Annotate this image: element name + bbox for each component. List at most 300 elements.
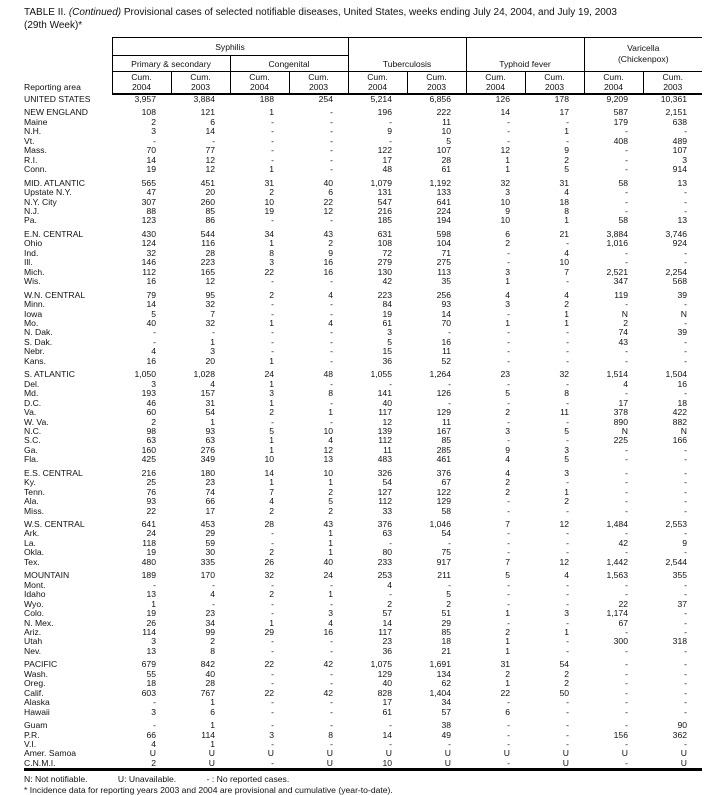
table-cell: 882	[672, 416, 688, 427]
table-cell: 178	[554, 94, 569, 104]
table-cell: -	[507, 247, 510, 258]
table-cell: -	[389, 135, 392, 146]
table-row	[24, 698, 702, 707]
table-cell: 57	[441, 706, 451, 717]
footnote-incidence: * Incidence data for reporting years 2003 and 2004 are provisional and cumulative (year-to-date).	[24, 784, 393, 795]
table-cell: -	[566, 336, 569, 347]
table-cell: -	[153, 336, 156, 347]
row-label: Mich.	[24, 266, 45, 277]
table-cell: 2	[269, 589, 274, 600]
table-row	[24, 338, 702, 347]
table-row	[24, 127, 702, 136]
col-header-cum-2003: Cum. 2003	[525, 72, 584, 95]
table-cell: 37	[677, 598, 688, 609]
table-cell: 4	[505, 467, 510, 478]
table-cell: 112	[378, 435, 392, 446]
table-cell: -	[684, 477, 688, 488]
table-cell: -	[507, 739, 510, 749]
table-cell: 3,957	[134, 94, 156, 104]
row-label: W. Va.	[24, 416, 49, 427]
table-cell: -	[684, 589, 688, 600]
table-cell: 451	[200, 177, 215, 188]
table-cell: -	[330, 327, 333, 338]
table-cell: 188	[259, 94, 274, 104]
row-label: Okla.	[24, 547, 45, 558]
table-cell: 285	[436, 444, 451, 455]
table-cell: 1	[269, 378, 274, 389]
table-cell: 3	[269, 729, 274, 740]
table-cell: -	[684, 355, 688, 366]
table-cell: -	[625, 547, 628, 558]
table-cell: -	[625, 388, 628, 399]
table-cell: 40	[323, 177, 333, 188]
table-cell: 29	[205, 528, 215, 539]
table-cell: 3	[269, 257, 274, 268]
table-cell: 1	[269, 355, 274, 366]
table-cell: 157	[200, 388, 215, 399]
table-cell: 60	[146, 407, 156, 418]
table-cell: 16	[441, 336, 451, 347]
table-cell: 16	[323, 257, 333, 268]
table-cell: 39	[677, 289, 688, 300]
table-cell: 3	[151, 378, 156, 389]
table-cell: -	[507, 257, 510, 268]
table-cell: -	[625, 720, 628, 731]
table-cell: 6	[328, 187, 333, 198]
notifiable-diseases-table	[24, 37, 702, 771]
table-cell: 1,079	[370, 177, 392, 188]
table-cell: 318	[672, 636, 688, 647]
table-cell: 70	[146, 145, 156, 156]
row-label: P.R.	[24, 729, 40, 740]
table-cell: -	[212, 327, 215, 338]
table-cell: -	[271, 645, 274, 656]
table-cell: 146	[141, 257, 156, 268]
table-cell: 127	[377, 486, 392, 497]
table-cell: 43	[618, 336, 628, 347]
table-cell: 14	[500, 107, 510, 118]
table-cell: 99	[205, 627, 215, 638]
table-cell: 13	[146, 589, 156, 600]
table-cell: 6	[210, 706, 215, 717]
table-cell: -	[625, 486, 628, 497]
table-cell: 25	[146, 477, 156, 488]
table-cell: 2,254	[665, 266, 688, 277]
table-cell: -	[625, 196, 628, 207]
table-cell: 54	[441, 528, 451, 539]
table-cell: 223	[377, 289, 392, 300]
table-cell: -	[271, 678, 274, 689]
table-cell: 36	[382, 645, 392, 656]
table-row	[24, 660, 702, 669]
table-cell: 24	[323, 570, 333, 581]
table-cell: 7	[505, 519, 510, 530]
table-cell: 2	[269, 187, 274, 198]
table-cell: -	[448, 378, 451, 389]
table-cell: -	[507, 336, 510, 347]
table-cell: 28	[205, 247, 215, 258]
row-label: Fla.	[24, 454, 39, 465]
table-cell: 71	[441, 247, 451, 258]
table-cell: 134	[436, 668, 451, 679]
table-cell: 254	[318, 94, 333, 104]
table-cell: 36	[382, 355, 392, 366]
table-cell: -	[684, 678, 688, 689]
table-cell: 4	[623, 378, 628, 389]
table-cell: 279	[377, 257, 392, 268]
table-row	[24, 137, 702, 146]
table-cell: 10	[559, 257, 569, 268]
table-cell: 61	[382, 706, 392, 717]
row-label: Ark.	[24, 528, 40, 539]
table-row	[24, 590, 702, 599]
table-cell: 90	[677, 720, 688, 731]
table-cell: -	[330, 378, 333, 389]
table-cell: 6	[505, 228, 510, 239]
table-cell: -	[271, 416, 274, 427]
table-cell: -	[330, 668, 333, 679]
table-cell: 1	[269, 477, 274, 488]
legend	[24, 774, 702, 785]
legend-no-reported-cases: - : No reported cases.	[206, 774, 290, 785]
table-cell: U	[444, 757, 451, 768]
row-label: PACIFIC	[24, 659, 58, 670]
table-row	[24, 740, 702, 749]
table-cell: -	[271, 668, 274, 679]
table-cell: -	[271, 346, 274, 357]
table-cell: -	[684, 739, 688, 749]
table-row	[24, 670, 702, 679]
table-cell: -	[507, 378, 510, 389]
table-row	[24, 94, 702, 104]
table-cell: 4	[210, 378, 215, 389]
table-cell: 641	[436, 196, 451, 207]
table-cell: 253	[377, 570, 392, 581]
table-cell: 112	[142, 266, 156, 277]
table-cell: -	[507, 598, 510, 609]
row-label: W.N. CENTRAL	[24, 289, 86, 300]
row-label: Amer. Samoa	[24, 748, 77, 759]
table-cell: 2	[564, 154, 569, 165]
table-cell: 63	[382, 528, 392, 539]
table-cell: 1	[151, 598, 156, 609]
table-cell: -	[507, 528, 510, 539]
table-cell: 1	[210, 739, 215, 749]
table-cell: -	[330, 697, 333, 708]
table-cell: 3	[151, 706, 156, 717]
table-cell: 85	[441, 435, 451, 446]
table-cell: 2	[151, 757, 156, 768]
table-cell: 88	[146, 205, 156, 216]
table-cell: 1,046	[429, 519, 451, 530]
table-cell: 19	[146, 547, 156, 558]
table-cell: 10	[264, 196, 274, 207]
table-cell: 28	[205, 678, 215, 689]
table-cell: -	[566, 416, 569, 427]
table-cell: -	[566, 579, 569, 590]
row-label: S. ATLANTIC	[24, 369, 75, 380]
table-cell: 129	[377, 668, 392, 679]
table-cell: 72	[382, 247, 392, 258]
table-cell: -	[389, 720, 392, 731]
region-section	[24, 567, 702, 656]
table-cell: -	[684, 336, 688, 347]
table-cell: -	[271, 537, 274, 548]
table-cell: -	[507, 757, 510, 768]
table-cell: 14	[146, 154, 156, 165]
table-row	[24, 165, 702, 174]
table-cell: -	[153, 135, 156, 146]
table-cell: -	[271, 697, 274, 708]
table-cell: 24	[264, 369, 274, 380]
table-cell: -	[271, 299, 274, 310]
table-cell: 5	[387, 336, 392, 347]
table-cell: -	[330, 126, 333, 137]
row-label: Va.	[24, 407, 37, 418]
table-row	[24, 277, 702, 286]
table-cell: -	[507, 720, 510, 731]
row-label: Miss.	[24, 505, 45, 516]
table-row	[24, 488, 702, 497]
table-cell: -	[625, 706, 628, 717]
table-cell: -	[684, 687, 688, 698]
table-cell: -	[389, 537, 392, 548]
table-cell: 3	[387, 327, 392, 338]
table-cell: 2	[505, 627, 510, 638]
row-label: Maine	[24, 116, 48, 127]
table-cell: 42	[382, 276, 392, 287]
table-cell: U	[267, 748, 274, 759]
table-row	[24, 628, 702, 637]
region-section	[24, 175, 702, 226]
table-row	[24, 216, 702, 225]
table-cell: 1	[505, 276, 510, 287]
table-cell: -	[507, 547, 510, 558]
table-cell: 2	[269, 289, 274, 300]
table-cell: -	[684, 547, 688, 558]
table-cell: -	[566, 645, 569, 656]
table-cell: -	[566, 355, 569, 366]
row-label: Minn.	[24, 299, 46, 310]
table-cell: 16	[323, 627, 333, 638]
table-row	[24, 328, 702, 337]
table-cell: 4	[564, 570, 569, 581]
row-label: Ala.	[24, 496, 39, 507]
table-row	[24, 347, 702, 356]
table-cell: -	[389, 116, 392, 127]
table-cell: 32	[146, 247, 156, 258]
table-cell: 1	[505, 317, 510, 328]
table-cell: 2	[623, 317, 628, 328]
row-label: N. Mex.	[24, 617, 54, 628]
table-cell: 13	[677, 177, 688, 188]
table-cell: 461	[436, 454, 451, 465]
table-cell: -	[330, 598, 333, 609]
table-cell: 2	[446, 598, 451, 609]
table-cell: 18	[146, 678, 156, 689]
table-cell: -	[625, 257, 628, 268]
table-cell: 67	[441, 477, 451, 488]
table-cell: 2	[328, 238, 333, 249]
table-cell: -	[507, 697, 510, 708]
table-cell: 5	[564, 425, 569, 436]
table-cell: 1,264	[429, 369, 451, 380]
table-cell: 12	[382, 416, 392, 427]
table-cell: 914	[672, 164, 688, 175]
table-cell: 2	[269, 407, 274, 418]
table-cell: 1,563	[606, 570, 628, 581]
table-cell: 50	[559, 687, 569, 698]
table-cell: 9	[505, 444, 510, 455]
table-cell: 17	[618, 397, 628, 408]
table-cell: 85	[205, 205, 215, 216]
table-cell: 2	[564, 299, 569, 310]
row-label: Vt.	[24, 135, 35, 146]
table-cell: 63	[205, 435, 215, 446]
table-cell: 10	[382, 757, 392, 768]
table-cell: 156	[613, 729, 628, 740]
table-cell: 1	[564, 627, 569, 638]
table-cell: 12	[323, 205, 333, 216]
table-cell: 2,553	[665, 519, 688, 530]
row-label: La.	[24, 537, 36, 548]
table-cell: -	[271, 308, 274, 319]
table-cell: -	[330, 416, 333, 427]
table-cell: -	[625, 467, 628, 478]
table-cell: 179	[613, 116, 628, 127]
table-cell: -	[271, 327, 274, 338]
table-cell: 13	[146, 645, 156, 656]
table-cell: 114	[142, 627, 156, 638]
table-row	[24, 427, 702, 436]
table-cell: 4	[328, 435, 333, 446]
table-cell: -	[271, 154, 274, 165]
table-cell: 3	[505, 187, 510, 198]
table-cell: U	[444, 748, 451, 759]
table-cell: -	[625, 627, 628, 638]
table-cell: -	[684, 627, 688, 638]
table-cell: 5	[564, 164, 569, 175]
table-row	[24, 507, 702, 516]
table-cell: 842	[200, 659, 215, 670]
table-row	[24, 759, 702, 770]
table-cell: 767	[200, 687, 215, 698]
table-cell: 3	[151, 126, 156, 137]
table-cell: -	[271, 276, 274, 287]
table-cell: 32	[205, 299, 215, 310]
table-cell: 16	[323, 266, 333, 277]
table-cell: -	[330, 645, 333, 656]
table-cell: -	[625, 164, 628, 175]
table-cell: 38	[441, 720, 451, 731]
varicella-line2: (Chickenpox)	[617, 53, 669, 64]
table-cell: 31	[500, 659, 510, 670]
col-header-typhoid-fever: Typhoid fever	[466, 38, 584, 72]
table-cell: -	[684, 608, 688, 619]
table-cell: -	[684, 496, 688, 507]
table-row	[24, 436, 702, 445]
table-cell: -	[389, 739, 392, 749]
row-label: Ill.	[24, 257, 33, 268]
table-cell: 93	[441, 299, 451, 310]
table-cell: -	[566, 636, 569, 647]
table-cell: -	[566, 598, 569, 609]
table-cell: 121	[200, 107, 215, 118]
table-cell: 3	[564, 467, 569, 478]
table-row	[24, 455, 702, 464]
table-row	[24, 689, 702, 698]
table-row	[24, 679, 702, 688]
col-header-cum-2003: Cum. 2003	[289, 72, 348, 95]
table-cell: 86	[205, 215, 215, 226]
table-cell: 12	[205, 154, 215, 165]
table-cell: 1	[564, 126, 569, 137]
row-label: Pa.	[24, 215, 37, 226]
table-cell: 35	[441, 276, 451, 287]
table-cell: 18	[677, 397, 688, 408]
row-label: R.I.	[24, 154, 38, 165]
table-cell: 24	[146, 528, 156, 539]
table-cell: 5	[505, 388, 510, 399]
row-label: UNITED STATES	[24, 93, 91, 104]
table-cell: -	[625, 496, 628, 507]
table-cell: -	[625, 477, 628, 488]
table-cell: 7	[564, 266, 569, 277]
region-section	[24, 226, 702, 287]
row-label: W.S. CENTRAL	[24, 519, 85, 530]
table-cell: 1	[210, 336, 215, 347]
table-cell: -	[625, 589, 628, 600]
table-cell: 54	[559, 659, 569, 670]
table-cell: -	[330, 636, 333, 647]
table-cell: U	[680, 757, 688, 768]
table-cell: 216	[141, 467, 156, 478]
table-cell: 108	[141, 107, 156, 118]
table-cell: 568	[672, 276, 688, 287]
table-cell: 61	[382, 317, 392, 328]
table-cell: 58	[618, 177, 628, 188]
table-cell: -	[507, 617, 510, 628]
table-cell: -	[330, 107, 333, 118]
table-cell: -	[566, 617, 569, 628]
table-cell: 5	[446, 135, 451, 146]
table-row	[24, 749, 702, 758]
table-cell: 16	[677, 378, 688, 389]
table-cell: 2	[564, 496, 569, 507]
table-cell: -	[330, 706, 333, 717]
table-cell: 10	[441, 126, 451, 137]
table-cell: 2,544	[665, 556, 688, 567]
table-cell: -	[566, 706, 569, 717]
table-cell: 16	[146, 276, 156, 287]
table-cell: 62	[441, 678, 451, 689]
table-cell: -	[389, 378, 392, 389]
table-cell: -	[271, 739, 274, 749]
row-label: Kans.	[24, 355, 46, 366]
table-cell: 6	[210, 116, 215, 127]
table-row	[24, 156, 702, 165]
table-cell: 1,055	[370, 369, 392, 380]
table-cell: -	[271, 116, 274, 127]
table-cell: -	[566, 135, 569, 146]
table-cell: 2,521	[606, 266, 628, 277]
table-cell: 4	[210, 589, 215, 600]
table-row	[24, 239, 702, 248]
table-cell: -	[507, 537, 510, 548]
table-cell: 565	[141, 177, 156, 188]
table-cell: 7	[210, 308, 215, 319]
table-cell: 3	[564, 444, 569, 455]
